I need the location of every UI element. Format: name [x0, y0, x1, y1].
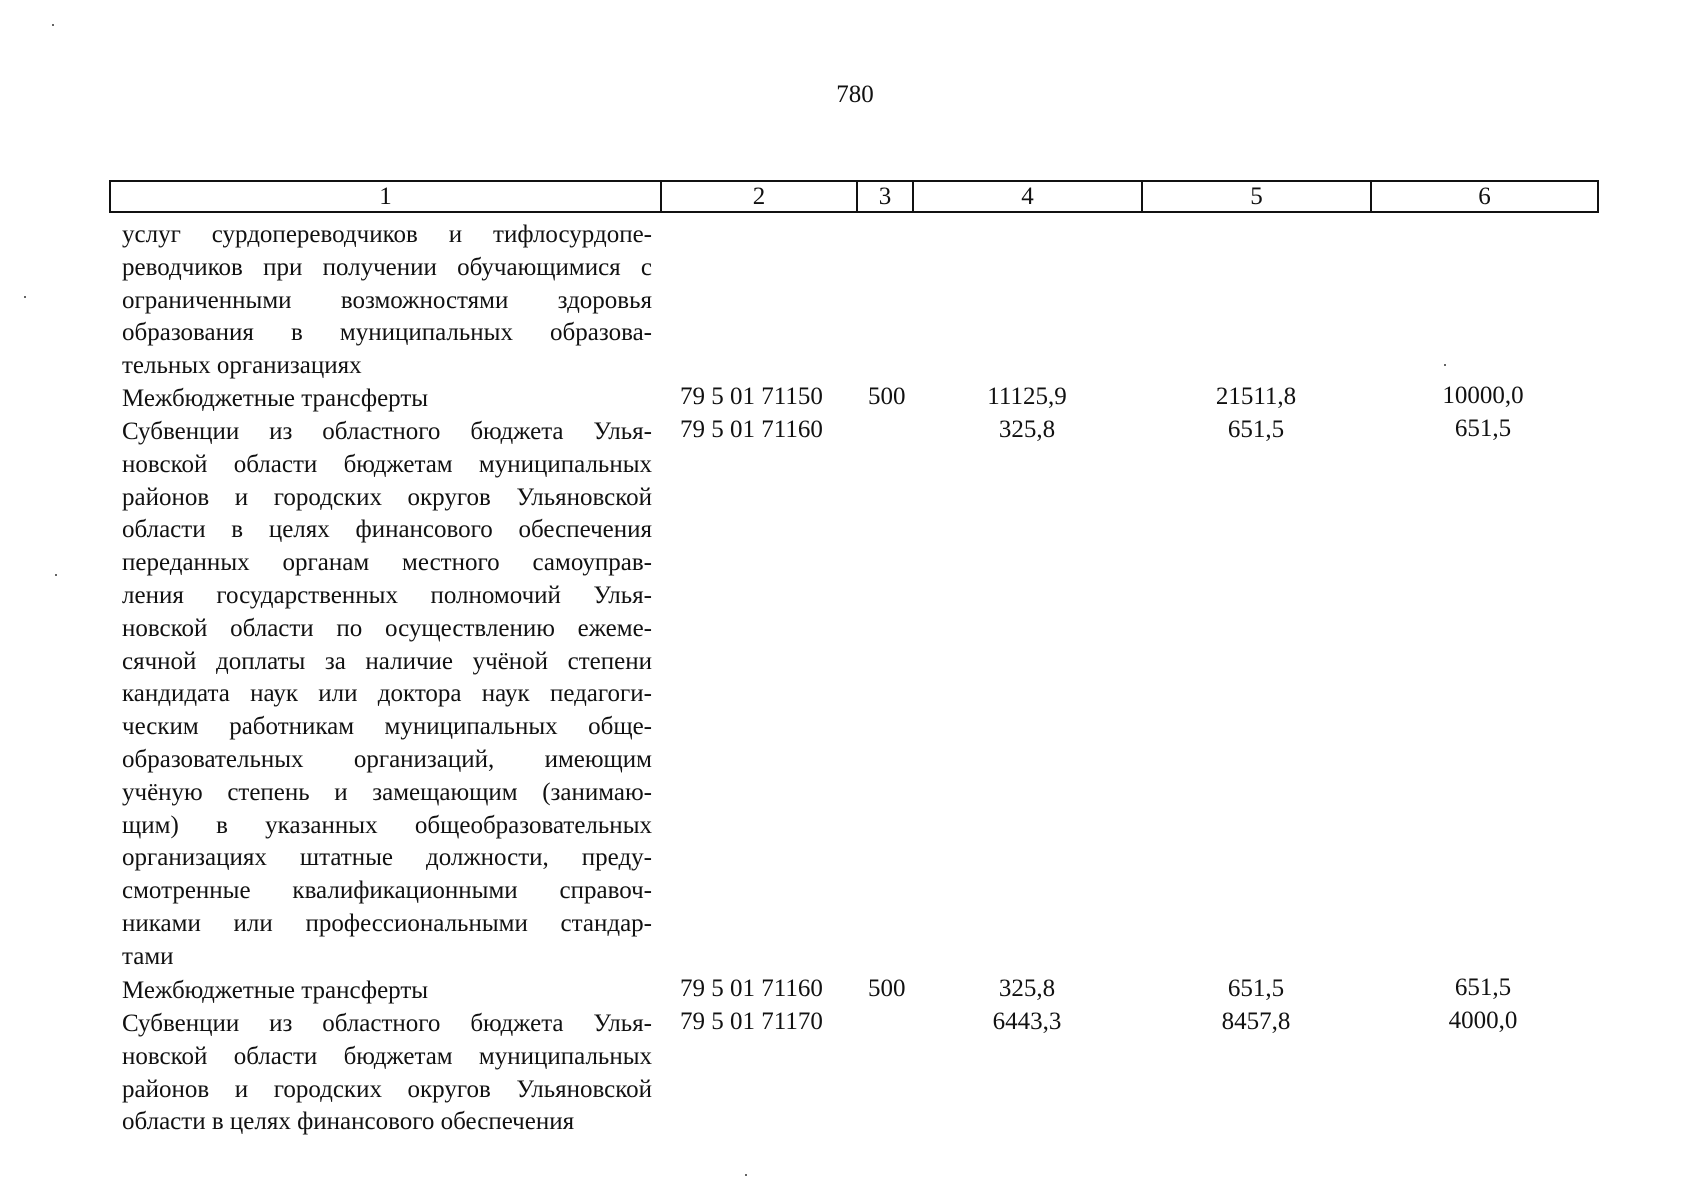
- amount-col-5: 651,5: [1227, 416, 1285, 443]
- amount-col-4: 11125,9: [987, 383, 1067, 410]
- description-line: образовательных организаций, имеющим: [122, 745, 652, 773]
- description-line: области в целях финансового обеспечения: [122, 516, 652, 544]
- description-line: области в целях финансового обеспечения: [122, 1108, 575, 1136]
- scan-speck: [1444, 364, 1446, 366]
- amount-col-5: 21511,8: [1215, 383, 1297, 410]
- header-cell-5: 5: [1143, 182, 1372, 211]
- target-article-code: 79 5 01 71150: [680, 383, 823, 410]
- description-line: новской области бюджетам муниципальных: [122, 450, 652, 478]
- amount-col-6: 651,5: [1454, 974, 1512, 1001]
- description-line: образования в муниципальных образова-: [122, 319, 652, 347]
- description-line: сячной доплаты за наличие учёной степени: [122, 647, 652, 675]
- description-line: организациях штатные должности, преду-: [122, 844, 652, 872]
- description-line: ления государственных полномочий Улья-: [122, 581, 652, 609]
- amount-col-4: 325,8: [998, 975, 1056, 1002]
- description-line: смотренные квалификационными справоч-: [122, 877, 652, 905]
- description-line: районов и городских округов Ульяновской: [122, 1075, 652, 1103]
- description-line: новской области бюджетам муниципальных: [122, 1042, 652, 1070]
- description-line: переданных органам местного самоуправ-: [122, 549, 652, 577]
- description-line: услуг сурдопереводчиков и тифлосурдопе-: [122, 221, 652, 248]
- target-article-code: 79 5 01 71170: [680, 1008, 823, 1035]
- description-line: Субвенции из областного бюджета Улья-: [122, 418, 652, 445]
- amount-col-6: 10000,0: [1442, 382, 1524, 409]
- header-cell-3: 3: [858, 182, 914, 211]
- description-line: кандидата наук или доктора наук педагоги-: [122, 680, 652, 708]
- description-line: Субвенции из областного бюджета Улья-: [122, 1010, 652, 1037]
- row-description: [122, 1008, 652, 1139]
- target-article-code: 79 5 01 71160: [680, 416, 823, 443]
- amount-col-4: 325,8: [998, 416, 1056, 443]
- amount-col-6: 651,5: [1454, 415, 1512, 442]
- expense-type-code: 500: [868, 383, 906, 410]
- description-line: тами: [122, 942, 174, 970]
- amount-col-5: 8457,8: [1221, 1008, 1291, 1035]
- description-line: районов и городских округов Ульяновской: [122, 483, 652, 511]
- scan-speck: [745, 1174, 747, 1176]
- page-number: 780: [836, 81, 874, 108]
- description-line: ограниченными возможностями здоровья: [122, 286, 652, 314]
- description-line: щим) в указанных общеобразовательных: [122, 811, 652, 839]
- header-cell-2: 2: [662, 182, 858, 211]
- header-cell-1: 1: [111, 182, 662, 211]
- row-description: [122, 416, 652, 974]
- description-line: новской области по осуществлению ежеме-: [122, 614, 652, 642]
- row-description: Межбюджетные трансферты: [122, 977, 429, 1004]
- header-cell-4: 4: [914, 182, 1143, 211]
- row-description: [122, 219, 652, 383]
- scan-speck: [24, 296, 26, 298]
- description-line: никами или профессиональными стандар-: [122, 909, 652, 937]
- amount-col-6: 4000,0: [1448, 1007, 1518, 1034]
- table-header: [109, 180, 1599, 213]
- target-article-code: 79 5 01 71160: [680, 975, 823, 1002]
- description-line: тельных организациях: [122, 352, 362, 380]
- amount-col-4: 6443,3: [992, 1008, 1062, 1035]
- amount-col-5: 651,5: [1227, 975, 1285, 1002]
- description-line: ческим работникам муниципальных обще-: [122, 713, 652, 741]
- description-line: реводчиков при получении обучающимися с: [122, 253, 652, 281]
- row-description: Межбюджетные трансферты: [122, 385, 429, 412]
- header-cell-6: 6: [1478, 183, 1491, 210]
- expense-type-code: 500: [868, 975, 906, 1002]
- description-line: учёную степень и замещающим (занимаю-: [122, 778, 652, 806]
- scan-speck: [52, 24, 54, 26]
- scan-speck: [55, 574, 57, 576]
